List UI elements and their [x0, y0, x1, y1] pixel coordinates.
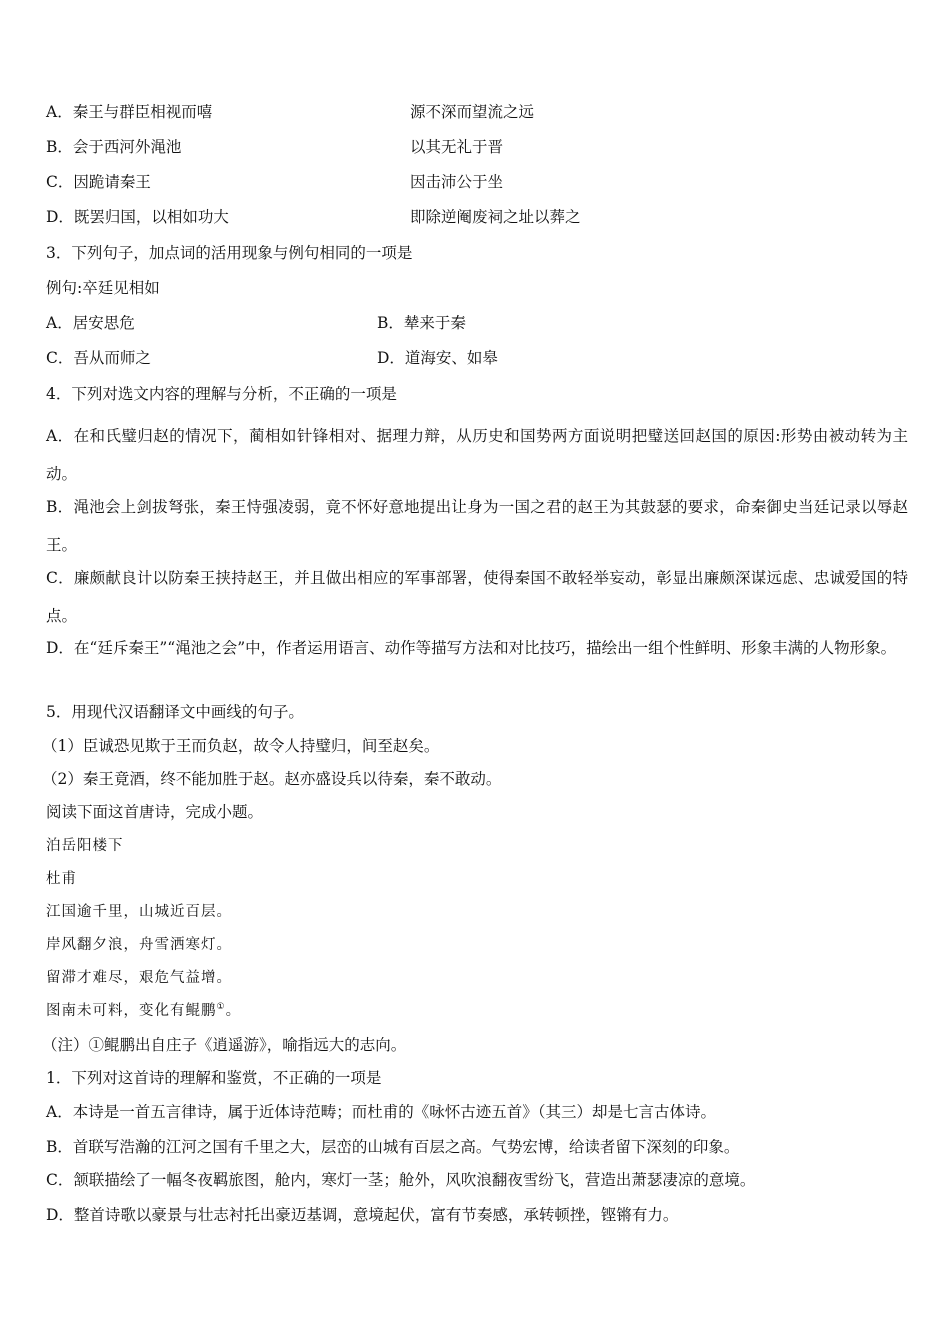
q2-option-d-right: 即除逆阉废祠之址以葬之	[410, 208, 581, 226]
q2-option-d-left: D．既罢归国，以相如功大	[46, 208, 229, 226]
q2-option-b-right: 以其无礼于晋	[410, 138, 504, 156]
q2-option-a-right: 源不深而望流之远	[410, 103, 535, 121]
q4-option-d: D．在“廷斥秦王”“渑池之会”中，作者运用语言、动作等描写方法和对比技巧，描绘出一组个性鲜明、形象丰满的人物形象。	[46, 639, 897, 657]
p1-stem: 1．下列对这首诗的理解和鉴赏，不正确的一项是	[46, 1069, 382, 1087]
q4-option-c: C．廉颇献良计以防秦王挟持赵王，并且做出相应的军事部署，使得秦国不敢轻举妄动，彰显出廉颇深谋远虑、忠诚爱国的特点。	[46, 569, 908, 625]
q5-stem: 5．用现代汉语翻译文中画线的句子。	[46, 703, 304, 721]
q4-option-a: A．在和氏璧归赵的情况下，蔺相如针锋相对、据理力辩，从历史和国势两方面说明把璧送回赵国的原因:形势由被动转为主动。	[46, 427, 908, 483]
q2-option-c-left: C．因跪请秦王	[46, 173, 151, 191]
poem-line-4-text: 图南未可料，变化有鲲鹏	[46, 1003, 217, 1019]
q3-option-a: A．居安思危	[46, 314, 135, 332]
p1-option-d: D．整首诗歌以豪景与壮志衬托出豪迈基调，意境起伏，富有节奏感，承转顿挫，铿锵有力。	[46, 1206, 679, 1224]
p1-option-c: C．颔联描绘了一幅冬夜羁旅图，舱内，寒灯一茎；舱外，风吹浪翻夜雪纷飞，营造出萧瑟凄凉的意境。	[46, 1171, 756, 1189]
q5-item-2: （2）秦王竟酒，终不能加胜于赵。赵亦盛设兵以待秦，秦不敢动。	[42, 770, 502, 788]
q3-stem: 3．下列句子，加点词的活用现象与例句相同的一项是	[46, 244, 413, 262]
q3-option-d: D．道海安、如皋	[377, 349, 498, 367]
q2-option-b-left: B．会于西河外渑池	[46, 138, 182, 156]
q2-option-c-right: 因击沛公于坐	[410, 173, 504, 191]
poem-line-3: 留滞才难尽，艰危气益增。	[46, 970, 232, 986]
q3-option-b: B．辇来于秦	[377, 314, 466, 332]
q4-option-b: B．渑池会上剑拔弩张，秦王恃强凌弱，竟不怀好意地提出让身为一国之君的赵王为其鼓瑟的要求，命秦御史当廷记录以辱赵王。	[46, 498, 908, 554]
poem-line-4	[46, 1001, 241, 1021]
poem-note-marker: ①	[216, 1002, 226, 1013]
q3-option-c: C．吾从而师之	[46, 349, 151, 367]
q4-stem: 4．下列对选文内容的理解与分析，不正确的一项是	[46, 385, 397, 403]
q3-example: 例句:卒廷见相如	[46, 279, 160, 297]
p1-option-b: B．首联写浩瀚的江河之国有千里之大，层峦的山城有百层之高。气势宏博，给读者留下深刻的印象。	[46, 1138, 740, 1156]
poem-line-4-punct: 。	[225, 1003, 242, 1019]
q2-option-a-left: A．秦王与群臣相视而嘻	[46, 103, 213, 121]
poem-note: （注）①鲲鹏出自庄子《逍遥游》，喻指远大的志向。	[42, 1036, 407, 1054]
poem-line-1: 江国逾千里，山城近百层。	[46, 904, 232, 920]
q5-item-1: （1）臣诚恐见欺于王而负赵，故令人持璧归，间至赵矣。	[42, 737, 440, 755]
poem-line-2: 岸风翻夕浪，舟雪洒寒灯。	[46, 937, 232, 953]
poem-title: 泊岳阳楼下	[46, 838, 124, 854]
reading-intro: 阅读下面这首唐诗，完成小题。	[46, 803, 264, 821]
poem-author: 杜甫	[46, 871, 77, 887]
p1-option-a: A．本诗是一首五言律诗，属于近体诗范畴；而杜甫的《咏怀古迹五首》（其三）却是七言古体诗。	[46, 1103, 716, 1121]
